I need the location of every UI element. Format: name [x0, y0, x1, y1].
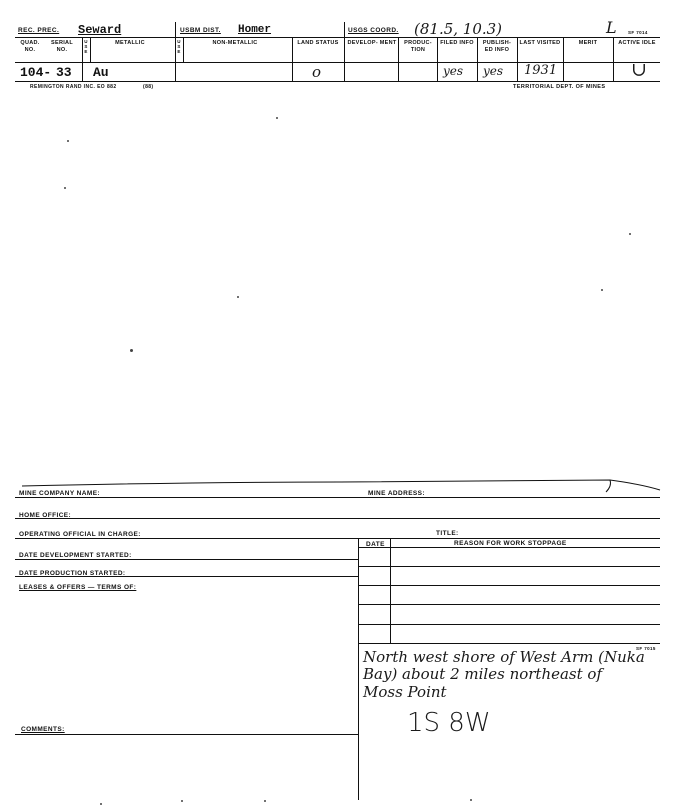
col-last-visited: LAST VISITED — [519, 40, 561, 46]
col-use-metallic: U S E — [84, 39, 88, 54]
stoppage-row-3 — [358, 604, 660, 605]
right-panel-divider — [358, 538, 359, 800]
col-active-idle: ACTIVE IDLE — [618, 40, 656, 46]
active-idle-mark: ⊃ — [627, 62, 650, 78]
stoppage-row-2 — [358, 585, 660, 586]
rule-company — [15, 497, 660, 498]
footer-code-2: (88) — [143, 84, 154, 90]
home-office-label: HOME OFFICE: — [19, 512, 72, 519]
ussm-dist-label: USBM DIST. — [180, 27, 221, 34]
scan-speck — [601, 289, 603, 291]
date-header: DATE — [366, 541, 385, 548]
operating-official-label: OPERATING OFFICIAL IN CHARGE: — [19, 531, 141, 538]
card-bottom-rule — [15, 81, 660, 82]
rule-operating — [15, 538, 660, 539]
footer-code: 882 — [107, 84, 117, 90]
rule-comments — [15, 734, 358, 735]
col-merit: MERIT — [578, 40, 598, 46]
comments-label: COMMENTS: — [21, 726, 65, 733]
rec-prec-label: REC. PREC. — [18, 27, 60, 34]
scan-speck — [67, 140, 69, 142]
land-status-value: o — [312, 63, 322, 81]
col-serial-no: SERIAL NO. — [51, 40, 73, 53]
scan-speck — [237, 296, 239, 298]
scan-speck — [629, 233, 631, 235]
col-development: DEVELOP- MENT — [347, 40, 397, 46]
scan-speck — [130, 349, 133, 352]
serial-no-value: 33 — [56, 65, 72, 80]
rec-prec-value: Seward — [78, 23, 122, 37]
footer-territorial: TERRITORIAL DEPT. OF MINES — [513, 84, 606, 90]
usgs-coord-label: USGS COORD. — [348, 27, 399, 34]
divider-usgs — [344, 22, 345, 82]
stoppage-row-5 — [358, 643, 660, 644]
col-filed-info: FILED INFO — [440, 40, 474, 46]
scan-speck — [100, 803, 102, 805]
stoppage-row-1 — [358, 566, 660, 567]
quad-no-value: 104- — [20, 65, 52, 80]
corner-mark: L — [606, 18, 617, 37]
rule-home-office — [15, 518, 660, 519]
date-production-started-label: DATE PRODUCTION STARTED: — [19, 570, 126, 577]
scan-speck — [181, 800, 183, 802]
col-non-metallic: NON-METALLIC — [212, 40, 258, 46]
divider-metallic — [90, 37, 91, 62]
divider-nonmetallic — [183, 37, 184, 62]
scan-speck — [276, 117, 278, 119]
filed-info-value: yes — [443, 64, 464, 78]
reason-header: REASON FOR WORK STOPPAGE — [454, 540, 567, 547]
col-published-info: PUBLISH- ED INFO — [482, 40, 512, 53]
form-number-bottom: SF 7015 — [636, 646, 656, 651]
scan-speck — [264, 800, 266, 802]
leases-offers-label: LEASES & OFFERS — TERMS OF: — [19, 584, 137, 591]
col-quad-no: QUAD. NO. — [20, 40, 40, 53]
rule-date-header — [358, 547, 660, 548]
date-development-started-label: DATE DEVELOPMENT STARTED: — [19, 552, 132, 559]
location-note-line-1: North west shore of West Arm (Nuka — [363, 648, 645, 666]
col-land-status: LAND STATUS — [297, 40, 339, 46]
form-number: SF 7014 — [628, 30, 648, 35]
stoppage-row-4 — [358, 624, 660, 625]
footer-printer: REMINGTON RAND INC. EO — [30, 84, 106, 90]
location-note-line-2: Bay) about 2 miles northeast of — [363, 665, 603, 683]
usgs-coord-value: (81.5, 10.3) — [414, 20, 503, 38]
col-production: PRODUC- TION — [404, 40, 432, 53]
col-metallic: METALLIC — [115, 40, 145, 46]
location-note-line-3: Moss Point — [363, 683, 447, 701]
card-top-edge — [0, 470, 678, 500]
ussm-dist-value: Homer — [238, 24, 272, 36]
title-label: TITLE: — [436, 530, 459, 537]
township-range: 1S 8W — [407, 708, 491, 738]
scan-speck — [470, 799, 472, 801]
date-column-divider — [390, 538, 391, 644]
metallic-value: Au — [93, 65, 109, 80]
scan-speck — [64, 187, 66, 189]
last-visited-value: 1931 — [524, 63, 558, 78]
mine-company-name-label: MINE COMPANY NAME: — [19, 490, 100, 497]
rule-dev-started — [15, 559, 358, 560]
col-use-nonmetallic: U S E — [177, 39, 181, 54]
published-info-value: yes — [483, 64, 504, 78]
mine-address-label: MINE ADDRESS: — [368, 490, 425, 497]
